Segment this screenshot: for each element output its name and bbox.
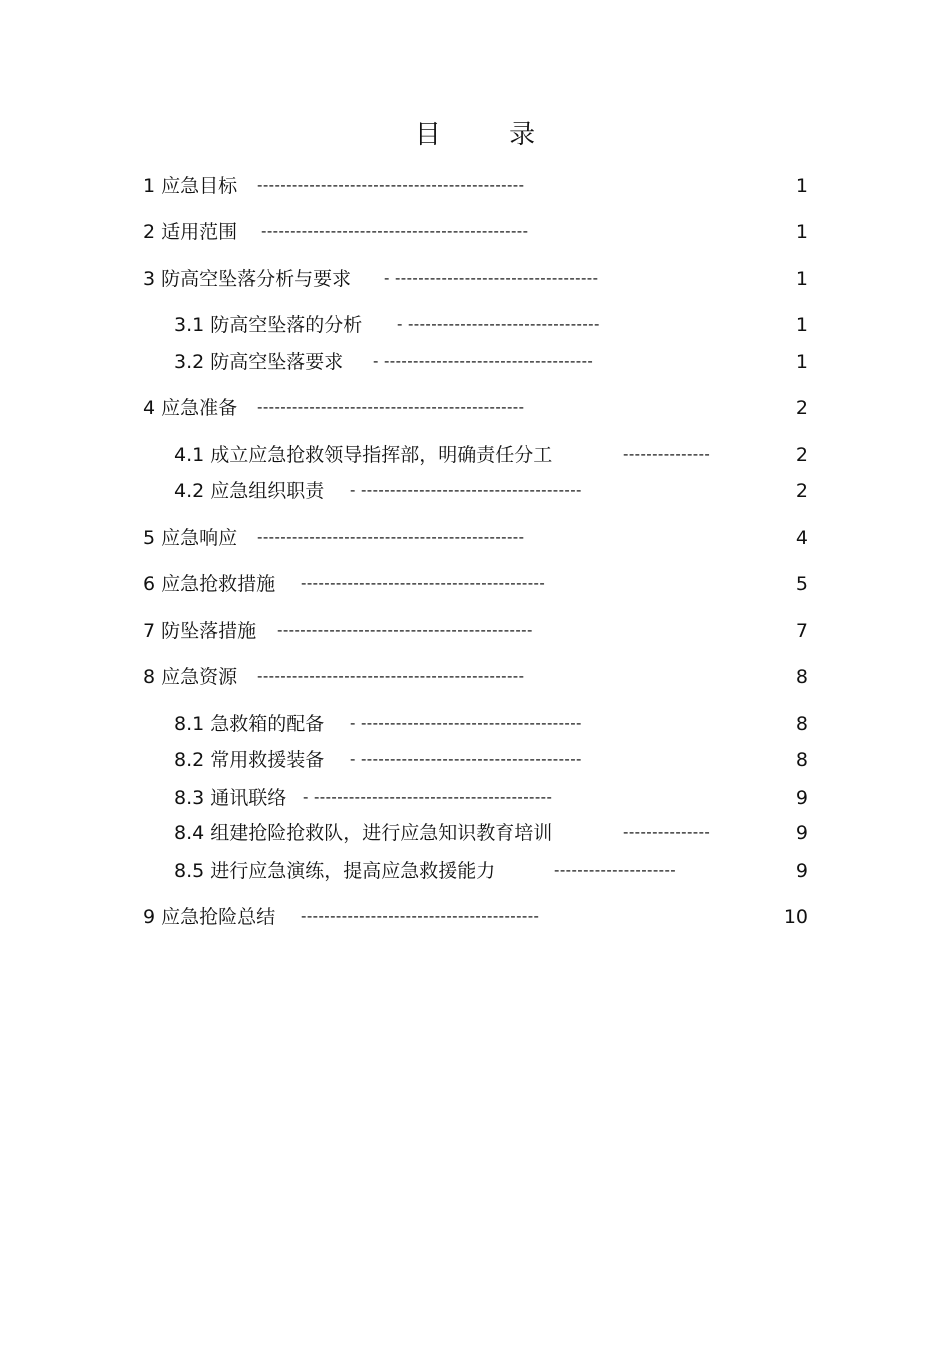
toc-entry-8-2[interactable]: [0, 747, 950, 773]
toc-dot-leader: ----------------------------------------------: [257, 667, 525, 685]
toc-dot-leader: ---------------: [623, 823, 711, 841]
toc-entry-label: 8.3 通讯联络: [174, 787, 287, 809]
toc-entry-9[interactable]: [0, 904, 950, 930]
toc-page-number: 9: [795, 822, 808, 844]
toc-entry-7[interactable]: [0, 618, 950, 644]
toc-page-number: 1: [795, 268, 808, 290]
toc-entry-8-3[interactable]: [0, 785, 950, 811]
toc-page-number: 9: [795, 787, 808, 809]
toc-entry-label: 8.4 组建抢险抢救队，进行应急知识教育培训: [174, 822, 553, 844]
toc-page-number: 2: [795, 444, 808, 466]
toc-entry-label: 8.2 常用救援装备: [174, 749, 325, 771]
toc-dot-leader: - ------------------------------------: [373, 352, 594, 370]
toc-entry-8-5[interactable]: [0, 858, 950, 884]
toc-entry-label: 4.1 成立应急抢救领导指挥部，明确责任分工: [174, 444, 553, 466]
toc-dot-leader: ----------------------------------------------: [257, 176, 525, 194]
toc-page-number: 2: [795, 397, 808, 419]
toc-entry-3-2[interactable]: [0, 349, 950, 375]
toc-entry-label: 3.1 防高空坠落的分析: [174, 314, 363, 336]
toc-dot-leader: ----------------------------------------------: [257, 398, 525, 416]
toc-dot-leader: ------------------------------------------: [301, 574, 546, 592]
toc-page-number: 1: [795, 351, 808, 373]
toc-entry-8-4[interactable]: [0, 820, 950, 846]
toc-page-number: 9: [795, 860, 808, 882]
toc-entry-3[interactable]: [0, 266, 950, 292]
toc-entry-5[interactable]: [0, 525, 950, 551]
toc-page-number: 8: [795, 713, 808, 735]
toc-entry-label: 6 应急抢救措施: [143, 573, 276, 595]
toc-entry-3-1[interactable]: [0, 312, 950, 338]
toc-entry-8[interactable]: [0, 664, 950, 690]
toc-entry-4[interactable]: [0, 395, 950, 421]
toc-dot-leader: ----------------------------------------------: [261, 222, 529, 240]
toc-dot-leader: ---------------------: [554, 861, 677, 879]
toc-entry-label: 8.5 进行应急演练，提高应急救援能力: [174, 860, 496, 882]
toc-dot-leader: - -----------------------------------: [384, 269, 599, 287]
toc-dot-leader: - --------------------------------------: [350, 750, 582, 768]
toc-dot-leader: --------------------------------------------: [277, 621, 533, 639]
toc-entry-label: 7 防坠落措施: [143, 620, 257, 642]
toc-entry-1[interactable]: [0, 173, 950, 199]
toc-entry-label: 4.2 应急组织职责: [174, 480, 325, 502]
toc-page-number: 1: [795, 314, 808, 336]
toc-dot-leader: ----------------------------------------------: [257, 528, 525, 546]
toc-dot-leader: - --------------------------------------: [350, 481, 582, 499]
toc-entry-label: 3.2 防高空坠落要求: [174, 351, 344, 373]
toc-page-number: 5: [795, 573, 808, 595]
toc-entry-6[interactable]: [0, 571, 950, 597]
toc-page-number: 1: [795, 175, 808, 197]
toc-entry-label: 8.1 急救箱的配备: [174, 713, 325, 735]
toc-entry-label: 8 应急资源: [143, 666, 238, 688]
toc-page-number: 7: [795, 620, 808, 642]
page-title: 目 录: [414, 120, 566, 150]
toc-page-number: 4: [795, 527, 808, 549]
toc-entry-label: 4 应急准备: [143, 397, 238, 419]
toc-dot-leader: ---------------: [623, 445, 711, 463]
toc-page-number: 1: [795, 221, 808, 243]
toc-entry-4-2[interactable]: [0, 478, 950, 504]
toc-entry-2[interactable]: [0, 219, 950, 245]
toc-dot-leader: - -----------------------------------------: [303, 788, 553, 806]
toc-entry-label: 1 应急目标: [143, 175, 238, 197]
toc-page-number: 8: [795, 666, 808, 688]
toc-entry-4-1[interactable]: [0, 442, 950, 468]
toc-page-number: 2: [795, 480, 808, 502]
toc-page-number: 10: [783, 906, 808, 928]
toc-dot-leader: - --------------------------------------: [350, 714, 582, 732]
toc-entry-8-1[interactable]: [0, 711, 950, 737]
toc-entry-label: 3 防高空坠落分析与要求: [143, 268, 352, 290]
toc-dot-leader: -----------------------------------------: [301, 907, 540, 925]
toc-entry-label: 2 适用范围: [143, 221, 238, 243]
toc-entry-label: 9 应急抢险总结: [143, 906, 276, 928]
toc-page-number: 8: [795, 749, 808, 771]
toc-dot-leader: - ---------------------------------: [397, 315, 600, 333]
toc-entry-label: 5 应急响应: [143, 527, 238, 549]
